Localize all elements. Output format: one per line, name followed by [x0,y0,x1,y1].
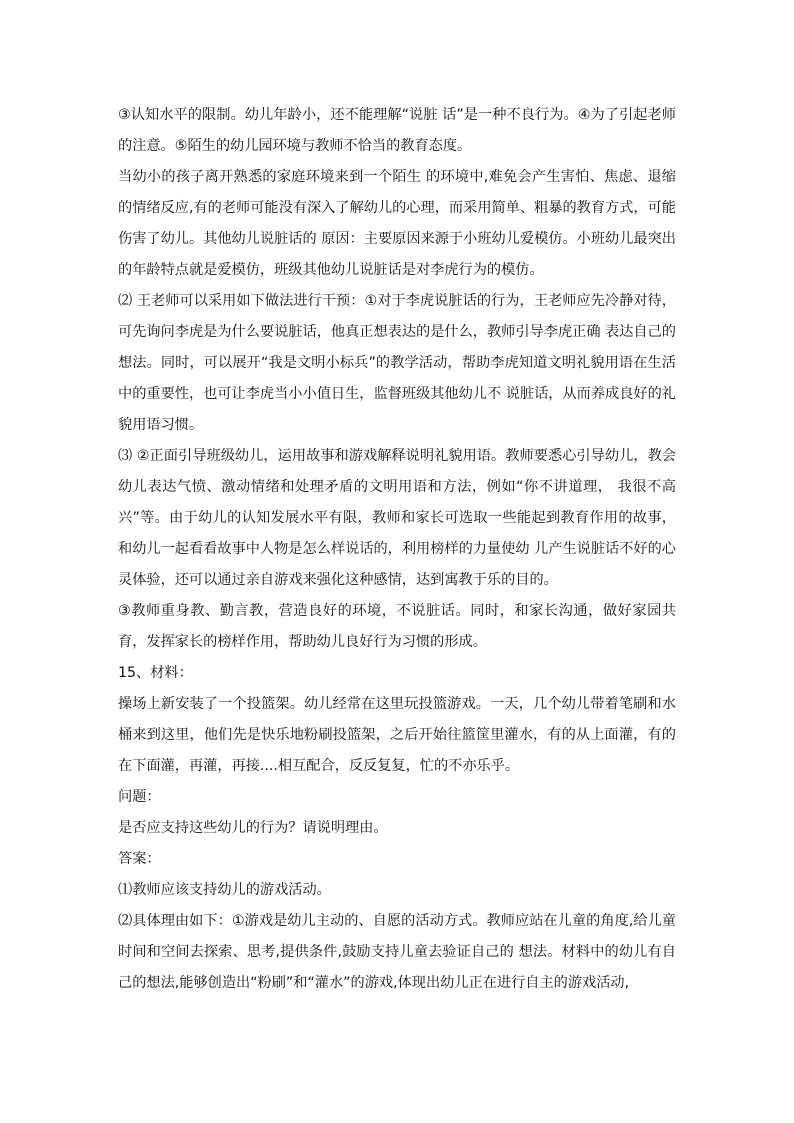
question-label: 问题： [118,789,161,805]
paragraph-intervention-2: ⑶ ②正面引导班级幼儿，运用故事和游戏解释说明礼貌用语。教师要悉心引导幼儿，教会幼儿表达气愤、激动情绪和处理矛盾的文明用语和方法，例如“你不讲道理， 我很不高兴”等。由于幼儿的认知发展水平有限，教师和家长可选取一些能起到教育作用的故事，和幼儿一起看看故事中人物是怎么样说话的，利用榜样的力量使幼 儿产生说脏话不好的心灵体验，还可以通过亲自游戏来强化这种感情，达到寓教于乐的目的。 [118,448,676,588]
answer-point-1: ⑴教师应该支持幼儿的游戏活动。 [118,882,331,898]
document-body [118,100,676,999]
answer-point-2: ⑵具体理由如下：①游戏是幼儿主动的、自愿的活动方式。教师应站在儿童的角度,给儿童时间和空间去探索、思考,提供条件,鼓励支持儿童去验证自己的 想法。材料中的幼儿有自己的想法,能够创造出“粉刷”和“灌水”的游戏,体现出幼儿正在进行自主的游戏活动, [118,913,676,991]
question-text: 是否应支持这些幼儿的行为？请说明理由。 [118,820,388,836]
question-number-heading: 15、材料： [118,665,193,681]
paragraph-intervention-3: ③教师重身教、勤言教，营造良好的环境，不说脏话。同时，和家长沟通，做好家园共育，发挥家长的榜样作用，帮助幼儿良好行为习惯的形成。 [118,603,676,650]
answer-label: 答案： [118,851,161,867]
paragraph-cognitive-limit: ③认知水平的限制。幼儿年龄小，还不能理解“说脏 话”是一种不良行为。④为了引起老师的注意。⑤陌生的幼儿园环境与教师不恰当的教育态度。 [118,107,676,154]
paragraph-environment: 当幼小的孩子离开熟悉的家庭环境来到一个陌生 的环境中,难免会产生害怕、焦虑、退缩的情绪反应,有的老师可能没有深入了解幼儿的心理，而采用简单、粗暴的教育方式，可能伤害了幼儿。其他幼儿说脏话的 原因：主要原因来源于小班幼儿爱模仿。小班幼儿最突出的年龄特点就是爱模仿，班级其他幼儿说脏话是对李虎行为的模仿。 [118,169,676,278]
material-text: 操场上新安装了一个投篮架。幼儿经常在这里玩投篮游戏。一天，几个幼儿带着笔刷和水桶来到这里，他们先是快乐地粉刷投篮架，之后开始往篮筐里灌水，有的从上面灌，有的在下面灌，再灌，再接....相互配合，反反复复，忙的不亦乐乎。 [118,696,676,774]
paragraph-intervention-1: ⑵ 王老师可以采用如下做法进行干预：①对于李虎说脏话的行为，王老师应先冷静对待，可先询问李虎是为什么要说脏话，他真正想表达的是什么，教师引导李虎正确 表达自己的想法。同时，可以展开“我是文明小标兵”的教学活动，帮助李虎知道文明礼貌用语在生活中的重要性，也可让李虎当小小值日生，监督班级其他幼儿不 说脏话，从而养成良好的礼貌用语习惯。 [118,293,676,433]
